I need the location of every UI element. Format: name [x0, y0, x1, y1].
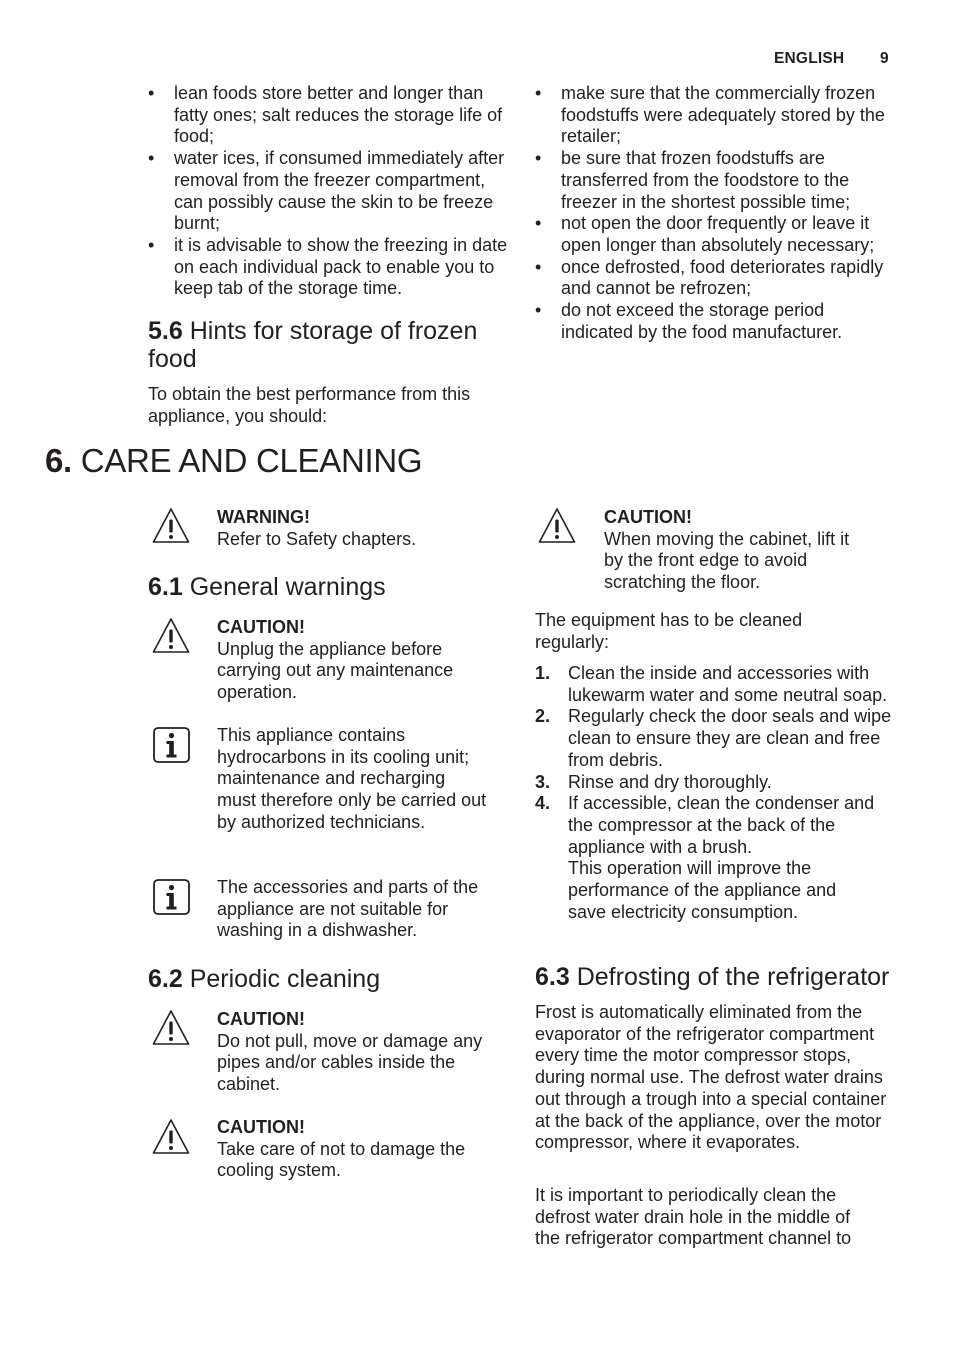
section-number: 6.2	[148, 965, 183, 993]
section-title: Defrosting of the refrigerator	[576, 963, 890, 991]
caution-text: Do not pull, move or damage any pipes and/or cables inside the cabinet.	[217, 1030, 483, 1095]
chapter-number: 6.	[45, 442, 72, 479]
top-left-bullet-list	[148, 83, 508, 300]
step-text: Regularly check the door seals and wipe clean to ensure they are clean and free from debris.	[568, 706, 892, 770]
section-6-2-heading	[148, 965, 508, 993]
section-number: 6.1	[148, 573, 183, 601]
section-5-6-heading	[148, 317, 508, 373]
caution-title: CAUTION!	[604, 507, 692, 527]
step-number: 2.	[535, 706, 551, 727]
page-number: 9	[880, 50, 889, 67]
info-note-hydrocarbons: This appliance contains hydrocarbons in its cooling unit; maintenance and recharging must therefore only be carried out by authorized technicians.	[217, 725, 487, 832]
defrost-paragraph-1: Frost is automatically eliminated from the evaporator of the refrigerator compartment every time the motor compressor stops, during normal use. The defrost water drains out through a trough into a special container at the back of the appliance, over the motor compressor, where it evaporates.	[535, 1002, 887, 1153]
step-text: If accessible, clean the condenser and the compressor at the back of the appliance with a brush.	[568, 793, 875, 857]
header-language: ENGLISH	[774, 50, 845, 67]
list-item: • water ices, if consumed immediately after removal from the freezer compartment, can possibly cause the skin to be freeze burnt;	[148, 148, 508, 235]
section-number: 5.6	[148, 317, 183, 345]
warning-triangle-icon	[151, 506, 191, 546]
list-item: • make sure that the commercially frozen foodstuffs were adequately stored by the retailer;	[535, 83, 900, 148]
section-number: 6.3	[535, 963, 570, 991]
warning-triangle-icon	[151, 1008, 191, 1048]
step-text: Clean the inside and accessories with lukewarm water and some neutral soap.	[568, 663, 888, 705]
warning-text: Refer to Safety chapters.	[217, 528, 417, 549]
caution-note-cooling-system	[217, 1117, 487, 1182]
section-title: Hints for storage of frozen food	[148, 317, 478, 373]
list-item	[535, 793, 895, 923]
step-text: Rinse and dry thoroughly.	[568, 771, 772, 792]
info-note-dishwasher: The accessories and parts of the appliance are not suitable for washing in a dishwasher.	[217, 877, 479, 941]
top-right-bullet-list	[535, 83, 900, 343]
warning-triangle-icon	[151, 616, 191, 656]
list-item	[535, 663, 895, 706]
section-title: General warnings	[189, 573, 386, 601]
warning-triangle-icon	[151, 1117, 191, 1157]
defrost-paragraph-2: It is important to periodically clean the defrost water drain hole in the middle of the refrigerator compartment channel to	[535, 1185, 852, 1249]
caution-title: CAUTION!	[217, 617, 305, 637]
section-6-3-heading	[535, 963, 915, 991]
warning-title: WARNING!	[217, 507, 310, 527]
warning-triangle-icon	[537, 506, 577, 546]
step-number: 1.	[535, 663, 551, 683]
cleaning-intro: The equipment has to be cleaned regularly:	[535, 610, 803, 652]
list-item: • it is advisable to show the freezing in date on each individual pack to enable you to keep tab of the storage time.	[148, 235, 508, 300]
chapter-6-heading	[45, 442, 422, 480]
section-title: Periodic cleaning	[189, 965, 381, 993]
caution-title: CAUTION!	[217, 1117, 305, 1137]
step-number: 3.	[535, 771, 551, 792]
info-box-icon	[152, 878, 192, 918]
caution-note-moving-cabinet	[604, 507, 864, 594]
list-item: • be sure that frozen foodstuffs are transferred from the foodstore to the freezer in the shortest possible time;	[535, 148, 900, 213]
cleaning-steps-list	[535, 663, 895, 923]
chapter-title: CARE AND CLEANING	[80, 442, 423, 479]
list-item: • once defrosted, food deteriorates rapidly and cannot be refrozen;	[535, 257, 900, 300]
caution-note-unplug	[217, 617, 487, 704]
caution-note-pipes	[217, 1009, 487, 1096]
info-box-icon	[152, 726, 192, 766]
list-item: • do not exceed the storage period indicated by the food manufacturer.	[535, 300, 900, 343]
step-extra-text: This operation will improve the performance of the appliance and save electricity consumption.	[568, 858, 837, 922]
section-6-1-heading	[148, 573, 508, 601]
caution-title: CAUTION!	[217, 1009, 305, 1029]
caution-text: When moving the cabinet, lift it by the front edge to avoid scratching the floor.	[604, 528, 850, 593]
caution-text: Take care of not to damage the cooling system.	[217, 1138, 466, 1181]
list-item	[535, 706, 895, 771]
step-number: 4.	[535, 793, 551, 814]
section-5-6-intro: To obtain the best performance from this appliance, you should:	[148, 384, 471, 426]
caution-text: Unplug the appliance before carrying out any maintenance operation.	[217, 638, 454, 703]
warning-note	[217, 507, 497, 550]
list-item: • lean foods store better and longer than fatty ones; salt reduces the storage life of food;	[148, 83, 508, 148]
list-item	[535, 772, 895, 794]
list-item: • not open the door frequently or leave it open longer than absolutely necessary;	[535, 213, 900, 256]
